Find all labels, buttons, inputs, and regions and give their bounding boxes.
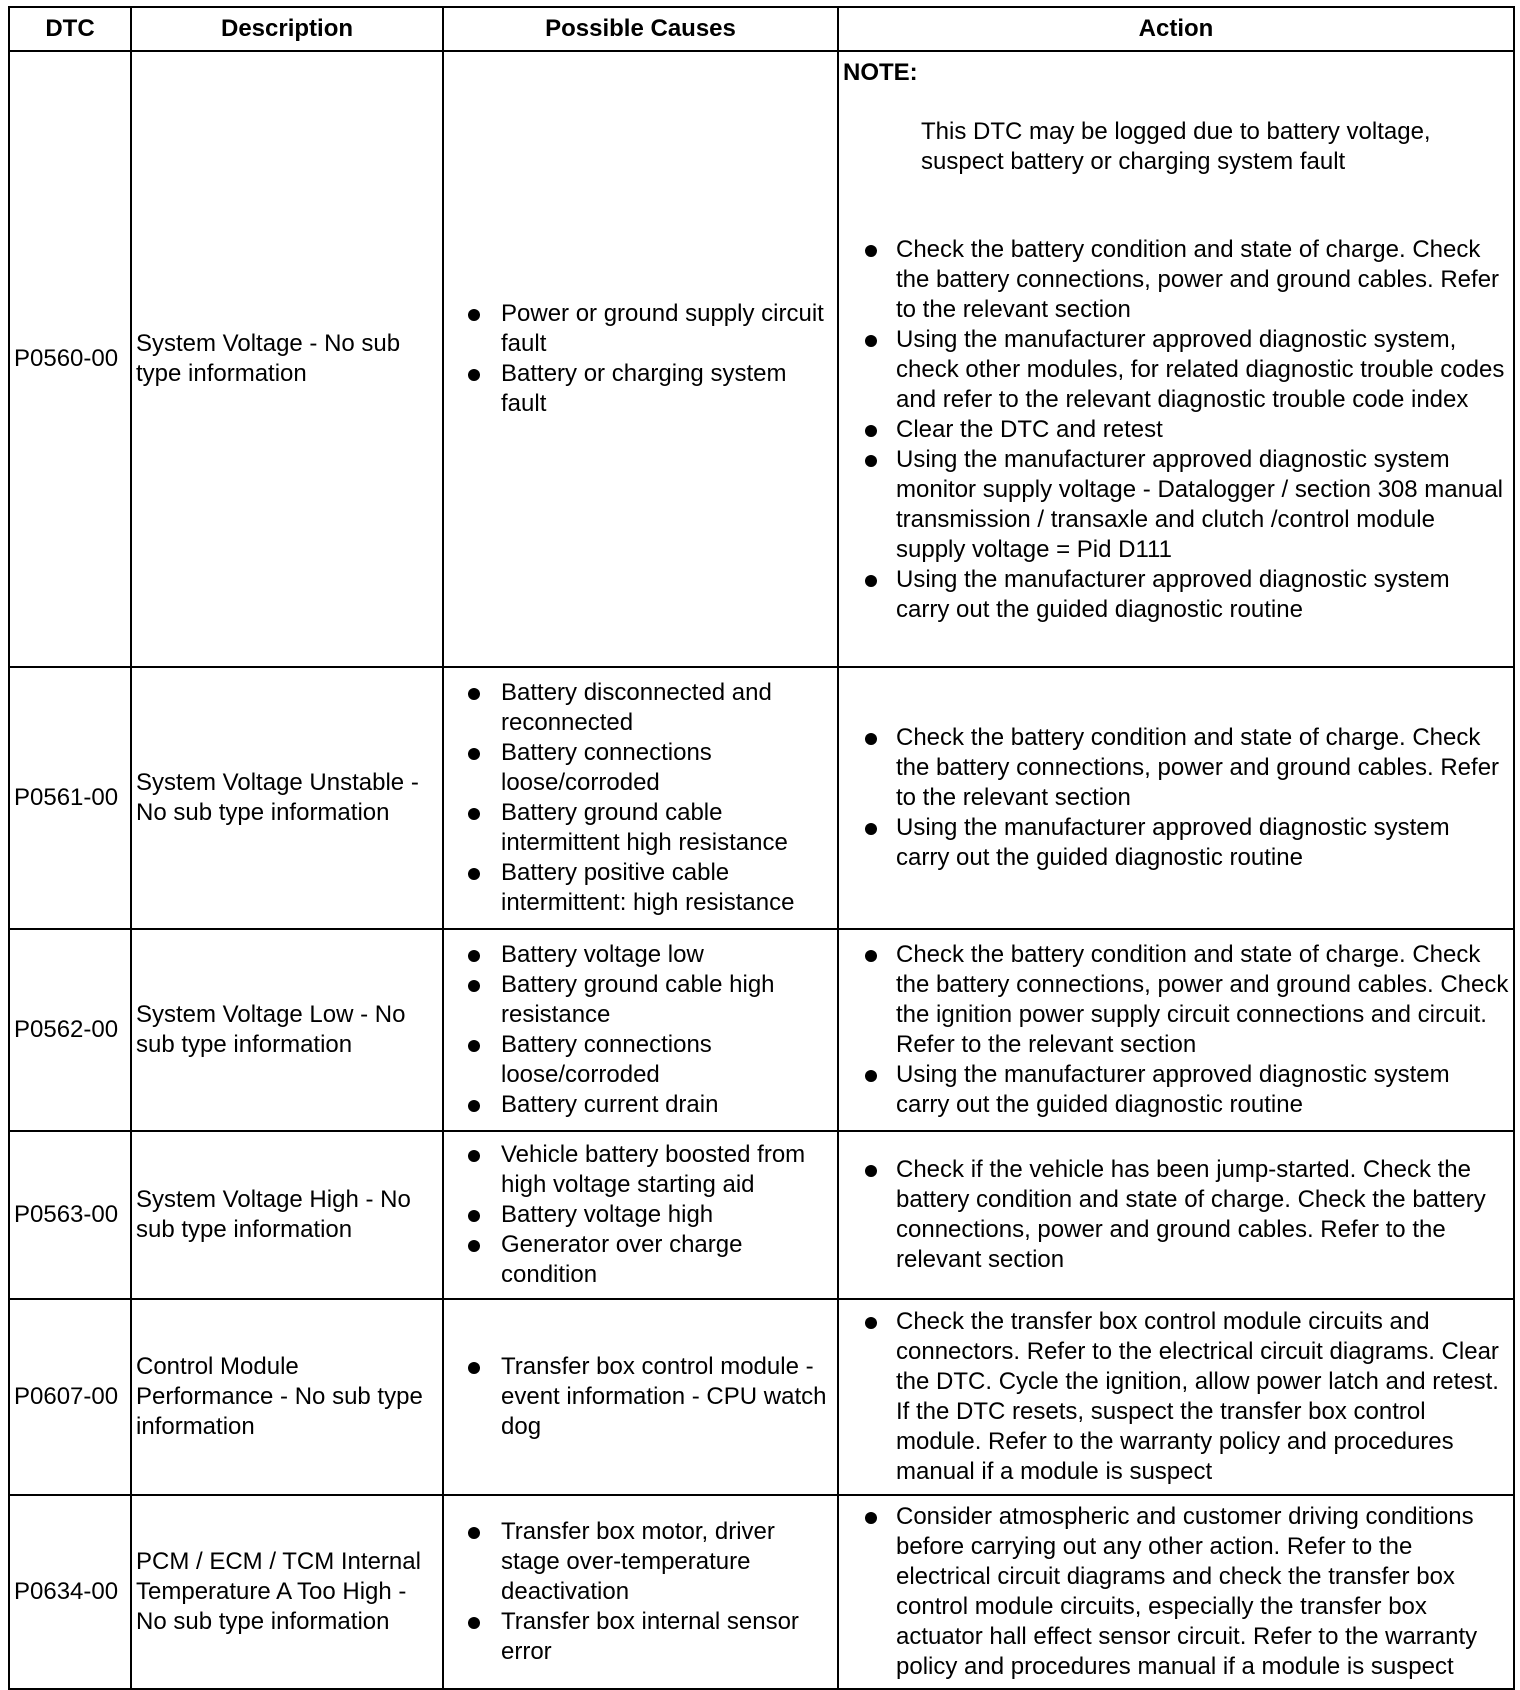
description-cell: Control Module Performance - No sub type information [131, 1299, 443, 1495]
bullet-icon [468, 369, 480, 381]
cause-item [448, 359, 833, 419]
action-item [843, 445, 1509, 565]
cause-text: Transfer box motor, driver stage over-temperature deactivation [501, 1518, 775, 1605]
actions-list [843, 1502, 1509, 1682]
action-item [843, 723, 1509, 813]
action-cell [838, 1299, 1514, 1495]
action-text: Using the manufacturer approved diagnostic system carry out the guided diagnostic routine [896, 814, 1450, 871]
cause-item [448, 1140, 833, 1200]
dtc-table [8, 6, 1515, 1690]
table-body [9, 51, 1514, 1689]
table-row [9, 1495, 1514, 1689]
description-cell: System Voltage Low - No sub type information [131, 929, 443, 1131]
bullet-icon [865, 575, 877, 587]
causes-cell [443, 51, 838, 667]
bullet-icon [865, 335, 877, 347]
dtc-code-cell: P0561-00 [9, 667, 131, 929]
cause-text: Vehicle battery boosted from high voltage starting aid [501, 1141, 806, 1198]
bullet-icon [865, 1512, 877, 1524]
description-cell: System Voltage Unstable - No sub type information [131, 667, 443, 929]
bullet-icon [865, 245, 877, 257]
cause-item [448, 858, 833, 918]
dtc-code-cell: P0563-00 [9, 1131, 131, 1299]
action-cell [838, 667, 1514, 929]
actions-list [843, 1155, 1509, 1275]
bullet-icon [468, 1100, 480, 1112]
cause-text: Battery connections loose/corroded [501, 739, 712, 796]
cause-text: Battery voltage high [501, 1201, 714, 1228]
header-row [9, 7, 1514, 51]
bullet-icon [468, 1362, 480, 1374]
action-cell [838, 1495, 1514, 1689]
action-item [843, 325, 1509, 415]
table-row [9, 51, 1514, 667]
dtc-code-cell: P0560-00 [9, 51, 131, 667]
action-cell [838, 929, 1514, 1131]
cause-text: Battery positive cable intermittent: high resistance [501, 859, 795, 916]
bullet-icon [865, 1317, 877, 1329]
bullet-icon [865, 1070, 877, 1082]
dtc-code-cell: P0634-00 [9, 1495, 131, 1689]
causes-list [448, 940, 833, 1120]
dtc-code-cell: P0562-00 [9, 929, 131, 1131]
causes-cell [443, 667, 838, 929]
action-item [843, 1307, 1509, 1487]
action-text: Check the battery condition and state of charge. Check the battery connections, power and ground cables. Check the ignition power supply circuit connections and circuit. Refer to the relevant section [896, 941, 1509, 1058]
header-dtc: DTC [9, 7, 131, 51]
action-item [843, 235, 1509, 325]
cause-item [448, 1030, 833, 1090]
bullet-icon [865, 1165, 877, 1177]
bullet-icon [865, 950, 877, 962]
action-item [843, 813, 1509, 873]
description-cell: System Voltage High - No sub type information [131, 1131, 443, 1299]
bullet-icon [468, 1617, 480, 1629]
action-text: Consider atmospheric and customer driving conditions before carrying out any other action. Refer to the electrical circuit diagrams and check the transfer box control module circuits, especially the transfer box actuator hall effect sensor circuit. Refer to the warranty policy and procedures manual if a module is suspect [896, 1503, 1478, 1680]
bullet-icon [468, 1210, 480, 1222]
bullet-icon [865, 823, 877, 835]
actions-list [843, 940, 1509, 1120]
causes-cell [443, 1299, 838, 1495]
header-description: Description [131, 7, 443, 51]
bullet-icon [468, 688, 480, 700]
causes-list [448, 299, 833, 419]
causes-cell [443, 1131, 838, 1299]
action-item [843, 565, 1509, 625]
action-cell [838, 1131, 1514, 1299]
dtc-code-cell: P0607-00 [9, 1299, 131, 1495]
causes-list [448, 678, 833, 918]
description-cell: PCM / ECM / TCM Internal Temperature A Too High - No sub type information [131, 1495, 443, 1689]
bullet-icon [865, 733, 877, 745]
table-row [9, 929, 1514, 1131]
cause-text: Battery current drain [501, 1091, 719, 1118]
action-item [843, 1502, 1509, 1682]
action-text: Using the manufacturer approved diagnostic system carry out the guided diagnostic routine [896, 566, 1450, 623]
cause-text: Transfer box internal sensor error [501, 1608, 799, 1665]
note-block [843, 52, 1509, 177]
cause-text: Battery voltage low [501, 941, 704, 968]
action-cell [838, 51, 1514, 667]
action-item [843, 415, 1509, 445]
cause-item [448, 738, 833, 798]
cause-text: Battery ground cable intermittent high resistance [501, 799, 788, 856]
description-cell: System Voltage - No sub type information [131, 51, 443, 667]
cause-item [448, 678, 833, 738]
cause-item [448, 1352, 833, 1442]
bullet-icon [468, 1150, 480, 1162]
action-item [843, 1060, 1509, 1120]
cause-text: Battery disconnected and reconnected [501, 679, 772, 736]
cause-item [448, 970, 833, 1030]
cause-text: Transfer box control module - event information - CPU watch dog [501, 1353, 827, 1440]
actions-list [843, 235, 1509, 625]
action-text: Check if the vehicle has been jump-started. Check the battery condition and state of charge. Check the battery connections, power and ground cables. Refer to the relevant section [896, 1156, 1486, 1273]
cause-item [448, 1090, 833, 1120]
table-row [9, 1299, 1514, 1495]
bullet-icon [468, 868, 480, 880]
bullet-icon [468, 1527, 480, 1539]
cause-item [448, 299, 833, 359]
action-text: Using the manufacturer approved diagnostic system carry out the guided diagnostic routine [896, 1061, 1450, 1118]
cause-item [448, 1517, 833, 1607]
action-item [843, 1155, 1509, 1275]
cause-item [448, 798, 833, 858]
header-action: Action [838, 7, 1514, 51]
actions-list [843, 723, 1509, 873]
causes-list [448, 1352, 833, 1442]
bullet-icon [468, 748, 480, 760]
actions-list [843, 1307, 1509, 1487]
action-item [843, 940, 1509, 1060]
bullet-icon [468, 309, 480, 321]
cause-item [448, 1200, 833, 1230]
action-text: Check the battery condition and state of charge. Check the battery connections, power and ground cables. Refer to the relevant section [896, 236, 1500, 323]
action-text: Clear the DTC and retest [896, 416, 1163, 443]
cause-text: Battery or charging system fault [501, 360, 787, 417]
action-text: Using the manufacturer approved diagnostic system, check other modules, for related diagnostic trouble codes and refer to the relevant diagnostic trouble code index [896, 326, 1505, 413]
table-row [9, 667, 1514, 929]
bullet-icon [865, 455, 877, 467]
note-label: NOTE: [843, 59, 918, 86]
cause-item [448, 940, 833, 970]
table-row [9, 1131, 1514, 1299]
causes-cell [443, 1495, 838, 1689]
header-possible-causes: Possible Causes [443, 7, 838, 51]
cause-text: Battery connections loose/corroded [501, 1031, 712, 1088]
cause-text: Generator over charge condition [501, 1231, 743, 1288]
bullet-icon [468, 980, 480, 992]
cause-item [448, 1607, 833, 1667]
action-text: Check the battery condition and state of charge. Check the battery connections, power and ground cables. Refer to the relevant section [896, 724, 1500, 811]
bullet-icon [468, 808, 480, 820]
causes-list [448, 1517, 833, 1667]
bullet-icon [468, 950, 480, 962]
causes-list [448, 1140, 833, 1290]
cause-item [448, 1230, 833, 1290]
causes-cell [443, 929, 838, 1131]
cause-text: Power or ground supply circuit fault [501, 300, 824, 357]
action-text: Using the manufacturer approved diagnostic system monitor supply voltage - Datalogger / section 308 manual transmission / transaxle and clutch /control module supply voltage = Pid D111 [896, 446, 1504, 563]
note-text: This DTC may be logged due to battery voltage, suspect battery or charging system fault [921, 118, 1431, 175]
bullet-icon [468, 1040, 480, 1052]
bullet-icon [468, 1240, 480, 1252]
action-text: Check the transfer box control module circuits and connectors. Refer to the electrical circuit diagrams. Clear the DTC. Cycle the ignition, allow power latch and retest. If the DTC resets, suspect the transfer box control module. Refer to the warranty policy and procedures manual if a module is suspect [896, 1308, 1499, 1485]
table-header [9, 7, 1514, 51]
bullet-icon [865, 425, 877, 437]
cause-text: Battery ground cable high resistance [501, 971, 775, 1028]
